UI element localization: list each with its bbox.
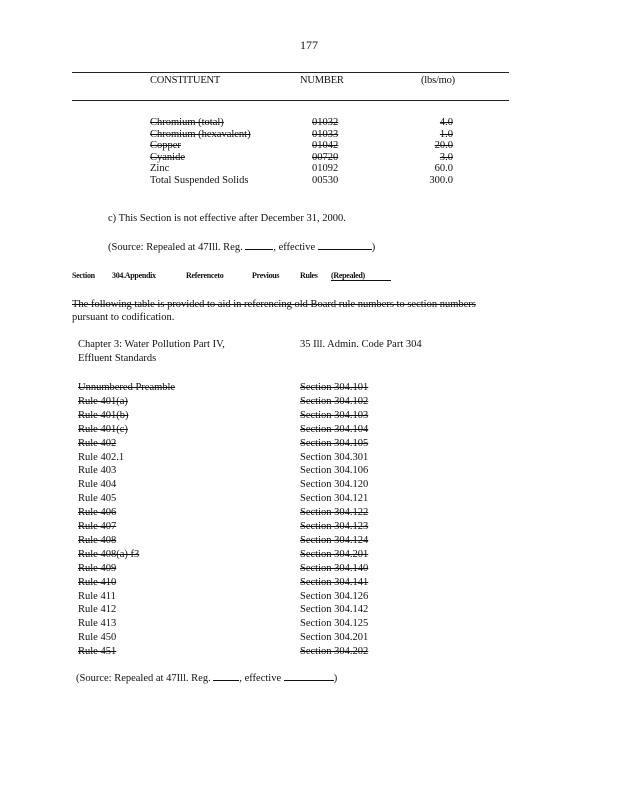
header-constituent: CONSTITUENT — [150, 75, 221, 86]
section-label: Section — [72, 271, 95, 280]
section-cell: Section 304.120 — [300, 479, 369, 491]
lbs-value-cell: 20.0 — [434, 140, 453, 151]
header-number: NUMBER — [300, 75, 344, 86]
constituent-cell: Cyanide — [150, 151, 185, 163]
lbs-value-cell: 1.0 — [439, 128, 453, 140]
repealed-label: (Repealed) — [331, 271, 391, 281]
constituent-cell: Zinc — [150, 163, 170, 174]
appendix-label: 304.Appendix — [112, 271, 156, 280]
old-rule-cell: Rule 411 — [78, 590, 116, 602]
old-rule-cell: Rule 413 — [78, 618, 117, 630]
source-text: (Source: Repealed at 47Ill. Reg. — [76, 673, 211, 684]
intro-line-1: The following table is provided to aid in referencing old Board rule numbers to section numbers — [72, 299, 476, 310]
lbs-value-cell: 3.0 — [439, 151, 453, 163]
effective-blank — [284, 680, 334, 681]
old-rule-cell: Rule 407 — [78, 521, 117, 532]
old-rule-cell: Rule 408(a) f3 — [78, 548, 140, 560]
section-cell: Section 304.124 — [300, 534, 369, 546]
old-rule-cell: Unnumbered Preamble — [78, 382, 176, 393]
section-cell: Section 304.122 — [300, 507, 369, 519]
section-cell: Section 304.123 — [300, 521, 369, 532]
number-cell: 00530 — [312, 174, 339, 186]
old-rule-cell: Rule 451 — [78, 646, 117, 658]
section-cell: Section 304.101 — [300, 382, 369, 393]
lbs-value-cell: 300.0 — [429, 174, 453, 186]
effective-blank — [318, 249, 372, 250]
old-rule-cell: Rule 408 — [78, 534, 117, 546]
section-cell: Section 304.141 — [300, 576, 369, 588]
section-cell: Section 304.201 — [300, 548, 369, 560]
constituent-cell: Chromium (hexavalent) — [150, 128, 251, 140]
table-header-rule — [72, 100, 509, 101]
section-cell: Section 304.142 — [300, 604, 369, 616]
number-cell: 00720 — [312, 151, 339, 163]
section-cell: Section 304.201 — [300, 632, 369, 644]
source-note-1 — [108, 242, 375, 253]
constituent-cell: Chromium (total) — [150, 117, 224, 128]
chapter-header-line-2: Effluent Standards — [78, 353, 157, 364]
section-cell: Section 304.105 — [300, 437, 369, 449]
old-rule-cell: Rule 409 — [78, 562, 117, 574]
effective-text: , effective — [273, 242, 316, 253]
old-rule-cell: Rule 403 — [78, 465, 117, 477]
old-rule-cell: Rule 401(c) — [78, 423, 128, 435]
page-number: 177 — [300, 38, 318, 52]
section-cell: Section 304.202 — [300, 646, 369, 658]
old-rule-cell: Rule 412 — [78, 604, 117, 616]
previous-label: Previous — [252, 271, 280, 280]
rules-label: Rules — [300, 271, 318, 280]
section-cell: Section 304.103 — [300, 409, 369, 421]
section-cell: Section 304.140 — [300, 562, 369, 574]
old-rule-cell: Rule 405 — [78, 493, 117, 505]
number-cell: 01032 — [312, 117, 339, 128]
section-cell: Section 304.121 — [300, 493, 369, 505]
lbs-value-cell: 60.0 — [434, 163, 453, 174]
section-cell: Section 304.301 — [300, 451, 369, 463]
admin-code-header: 35 Ill. Admin. Code Part 304 — [300, 339, 422, 350]
section-cell: Section 304.102 — [300, 395, 369, 407]
paragraph-c: c) This Section is not effective after December 31, 2000. — [108, 213, 346, 224]
old-rule-cell: Rule 402.1 — [78, 451, 125, 463]
chapter-header-line-1: Chapter 3: Water Pollution Part IV, — [78, 339, 225, 350]
section-cell: Section 304.106 — [300, 465, 369, 477]
constituent-cell: Total Suspended Solids — [150, 174, 249, 186]
old-rule-cell: Rule 402 — [78, 437, 117, 449]
reg-blank — [213, 680, 239, 681]
number-cell: 01042 — [312, 140, 339, 151]
old-rule-cell: Rule 404 — [78, 479, 117, 491]
intro-line-2: pursuant to codification. — [72, 312, 175, 323]
source-text: (Source: Repealed at 47Ill. Reg. — [108, 242, 243, 253]
section-cell: Section 304.104 — [300, 423, 369, 435]
old-rule-cell: Rule 410 — [78, 576, 117, 588]
reg-blank — [245, 249, 273, 250]
constituent-cell: Copper — [150, 140, 181, 151]
number-cell: 01033 — [312, 128, 339, 140]
lbs-value-cell: 4.0 — [439, 117, 453, 128]
effective-text: , effective — [239, 673, 282, 684]
number-cell: 01092 — [312, 163, 339, 174]
source-close: ) — [333, 673, 338, 684]
old-rule-cell: Rule 401(a) — [78, 395, 128, 407]
old-rule-cell: Rule 401(b) — [78, 409, 129, 421]
source-close: ) — [371, 242, 376, 253]
header-lbs-mo: (lbs/mo) — [421, 75, 455, 86]
section-cell: Section 304.125 — [300, 618, 369, 630]
table-top-rule — [72, 72, 509, 73]
old-rule-cell: Rule 406 — [78, 507, 117, 519]
reference-label: Referenceto — [186, 271, 224, 280]
section-cell: Section 304.126 — [300, 590, 369, 602]
old-rule-cell: Rule 450 — [78, 632, 117, 644]
source-note-2 — [76, 673, 337, 684]
